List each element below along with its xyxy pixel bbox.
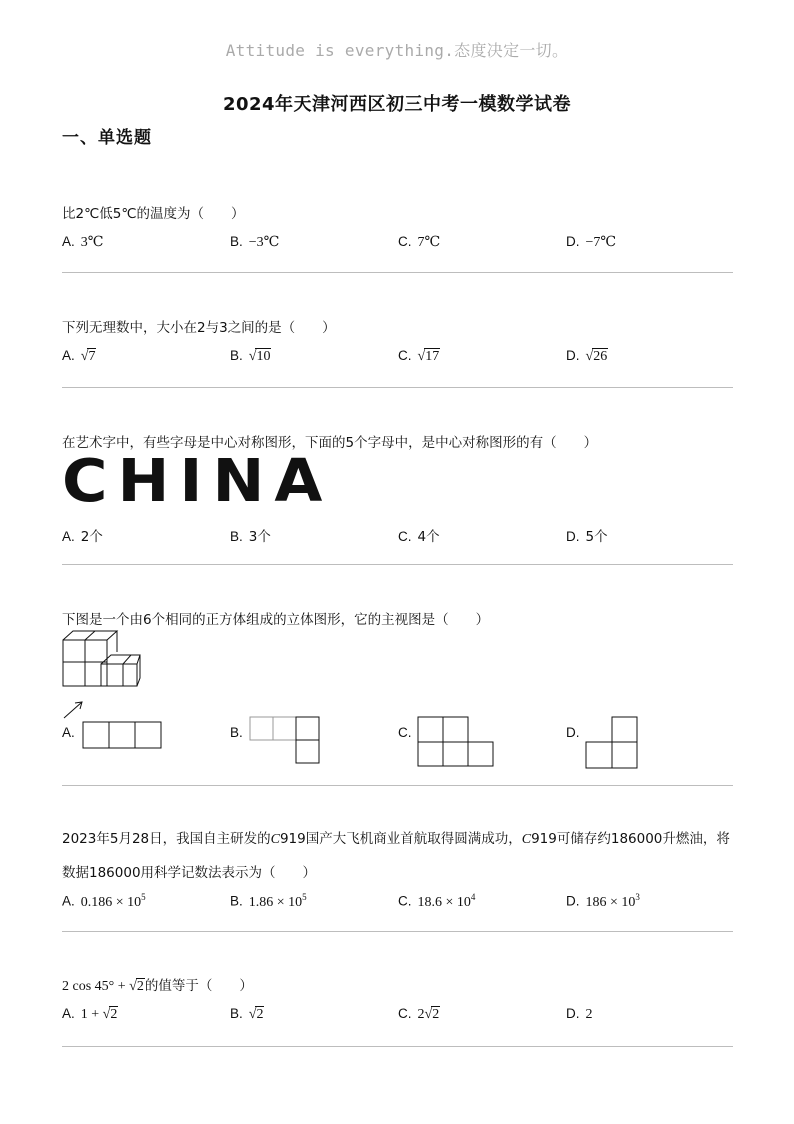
q2-option-a[interactable]: A. √7 — [62, 348, 96, 364]
page-title: 2024年天津河西区初三中考一模数学试卷 — [222, 94, 572, 115]
divider — [62, 272, 733, 273]
q4-option-b[interactable]: B. — [230, 725, 243, 740]
question-4: 下图是一个由6个相同的正方体组成的立体图形，它的主视图是（ ） — [62, 612, 490, 628]
q3-option-c[interactable]: C. 4个 — [398, 529, 440, 545]
q1-option-b[interactable]: B. −3℃ — [230, 234, 280, 250]
sqrt-symbol: √26 — [585, 349, 608, 364]
divider — [62, 1046, 733, 1047]
q3-option-a[interactable]: A. 2个 — [62, 529, 103, 545]
q6-option-c[interactable]: C. 2√2 — [398, 1006, 440, 1022]
cube-stack-figure — [60, 628, 144, 722]
question-3: 在艺术字中，有些字母是中心对称图形，下面的5个字母中，是中心对称图形的有（ ） — [62, 435, 598, 451]
divider — [62, 785, 733, 786]
q5-option-b[interactable]: B. $1.86 \times 10^5$ — [230, 892, 307, 910]
q2-option-d[interactable]: D. √26 — [566, 348, 608, 364]
question-5-line-1: 2023年5月28日，我国自主研发的C919国产大飞机商业首航取得圆满成功，C919可储存约186000升燃油，将 — [62, 831, 730, 847]
q4-option-c[interactable]: C. — [398, 725, 412, 740]
sqrt-symbol: √17 — [417, 349, 440, 364]
q1-option-a[interactable]: A. 3℃ — [62, 234, 104, 250]
sqrt-symbol: √2 — [102, 1007, 118, 1022]
q4-option-d-figure[interactable] — [585, 716, 639, 770]
q4-option-c-figure[interactable] — [417, 716, 495, 768]
question-1: 比2℃低5℃的温度为（ ） — [62, 206, 245, 222]
q6-option-d[interactable]: D. 2 — [566, 1006, 593, 1022]
question-2: 下列无理数中，大小在2与3之间的是（ ） — [62, 320, 336, 336]
sqrt-symbol: √10 — [248, 349, 271, 364]
q4-option-a-figure[interactable] — [82, 720, 164, 750]
q1-option-d[interactable]: D. −7℃ — [566, 234, 617, 250]
q5-option-d[interactable]: D. $186 \times 10^3$ — [566, 892, 640, 910]
q5-option-a[interactable]: A. $0.186 \times 10^5$ — [62, 892, 146, 910]
question-5-line-2: 数据186000用科学记数法表示为（ ） — [62, 865, 317, 881]
divider — [62, 387, 733, 388]
china-letters-figure: CHINA — [62, 452, 333, 516]
q4-option-d[interactable]: D. — [566, 725, 580, 740]
q2-option-c[interactable]: C. √17 — [398, 348, 440, 364]
q5-option-c[interactable]: C. $18.6 \times 10^4$ — [398, 892, 476, 910]
q6-option-b[interactable]: B. √2 — [230, 1006, 264, 1022]
q3-option-d[interactable]: D. 5个 — [566, 529, 608, 545]
q4-option-a[interactable]: A. — [62, 725, 75, 740]
sqrt-symbol: √2 — [424, 1007, 440, 1022]
q6-option-a[interactable]: A. 1 + √2 — [62, 1006, 118, 1022]
sqrt-symbol: √2 — [129, 979, 144, 994]
sqrt-symbol: √2 — [248, 1007, 264, 1022]
q3-option-b[interactable]: B. 3个 — [230, 529, 271, 545]
q4-option-b-figure[interactable] — [249, 716, 323, 766]
question-6: 2 cos 45° + √2的值等于（ ） — [62, 978, 253, 994]
watermark: Attitude is everything.态度决定一切。 — [225, 41, 569, 60]
q2-option-b[interactable]: B. √10 — [230, 348, 271, 364]
q1-option-c[interactable]: C. 7℃ — [398, 234, 441, 250]
divider — [62, 564, 733, 565]
section-heading: 一、单选题 — [62, 128, 152, 148]
sqrt-symbol: √7 — [80, 349, 96, 364]
divider — [62, 931, 733, 932]
